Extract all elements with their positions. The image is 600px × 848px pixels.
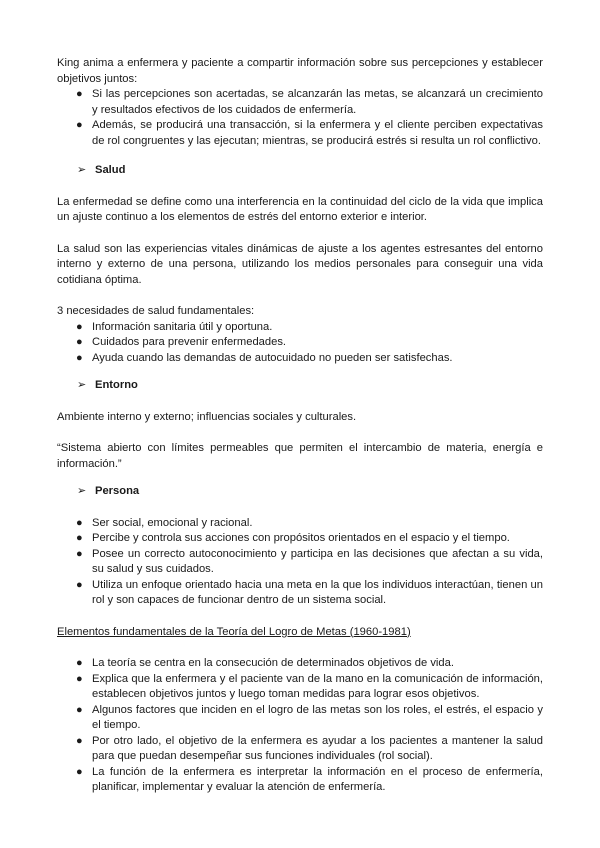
intro-paragraph: King anima a enfermera y paciente a compartir información sobre sus percepciones y establecer objetivos juntos: <box>57 57 543 85</box>
paragraph: 3 necesidades de salud fundamentales: <box>57 305 255 317</box>
document-content <box>57 56 543 796</box>
bullet-icon: ● <box>76 657 83 669</box>
bullet-icon: ● <box>76 703 83 716</box>
list-item: ● Algunos factores que inciden en el logro de las metas son los roles, el estrés, el espacio y el tiempo. <box>76 703 543 731</box>
section-title-elementos: Elementos fundamentales de la Teoría del Logro de Metas (1960-1981) <box>57 625 411 638</box>
bullet-icon: ● <box>76 547 83 560</box>
bullet-icon: ● <box>76 351 83 364</box>
list-item: ● Además, se producirá una transacción, si la enfermera y el cliente perciben expectativas de rol congruentes y las ejecutan; mientras, se producirá estrés si resulta un rol conflictivo. <box>76 119 543 147</box>
list-item: ● Cuidados para prevenir enfermedades. <box>57 335 543 351</box>
persona-list <box>57 516 543 609</box>
arrow-bullet-icon: ➢ <box>77 164 87 176</box>
bullet-icon: ● <box>76 578 83 591</box>
list-item: ● La función de la enfermera es interpretar la información en el proceso de enfermería, planificar, implementar y evaluar la atención de enfermería. <box>76 765 543 793</box>
list-item: ● La teoría se centra en la consecución de determinados objetivos de vida. <box>57 656 543 672</box>
list-item: ● Percibe y controla sus acciones con propósitos orientados en el espacio y el tiempo. <box>57 531 543 547</box>
bullet-icon: ● <box>76 765 83 778</box>
arrow-bullet-icon: ➢ <box>77 485 87 497</box>
bullet-icon: ● <box>76 320 83 333</box>
intro-list <box>57 87 543 149</box>
bullet-icon: ● <box>76 119 83 131</box>
quote-paragraph: “Sistema abierto con límites permeables que permiten el intercambio de materia, energía e información.” <box>57 442 543 470</box>
bullet-icon: ● <box>76 734 83 747</box>
list-item: ● Ayuda cuando las demandas de autocuidado no pueden ser satisfechas. <box>57 351 543 367</box>
bullet-icon: ● <box>76 88 83 100</box>
list-item: ● Si las percepciones son acertadas, se alcanzarán las metas, se alcanzará un crecimiento y resultados efectivos de los cuidados de enfermería. <box>76 88 543 116</box>
section-heading-salud: ➢ Salud <box>57 163 543 179</box>
list-item: ● Ser social, emocional y racional. <box>57 516 543 532</box>
paragraph: Ambiente interno y externo; influencias sociales y culturales. <box>57 410 357 423</box>
paragraph: La enfermedad se define como una interferencia en la continuidad del ciclo de la vida que implica un ajuste continuo a los elementos de estrés del entorno exterior e interior. <box>57 195 543 223</box>
section-heading-persona: ➢ Persona <box>57 484 543 500</box>
list-item: ● Explica que la enfermera y el paciente van de la mano en la comunicación de información, establecen objetivos juntos y luego toman medidas para lograr esos objetivos. <box>76 672 543 700</box>
arrow-bullet-icon: ➢ <box>77 379 87 391</box>
paragraph: La salud son las experiencias vitales dinámicas de ajuste a los agentes estresantes del entorno interno y externo de una persona, utilizando los medios personales para conseguir una vida cotidiana óptima. <box>57 242 543 286</box>
list-item: ● Por otro lado, el objetivo de la enfermera es ayudar a los pacientes a mantener la salud para que puedan desempeñar sus funciones individuales (rol social). <box>76 734 543 762</box>
list-item: ● Posee un correcto autoconocimiento y participa en las decisiones que afectan a su vida, su salud y sus cuidados. <box>76 547 543 575</box>
needs-list <box>57 320 543 367</box>
elementos-list <box>57 656 543 796</box>
bullet-icon: ● <box>76 516 83 529</box>
bullet-icon: ● <box>76 672 83 685</box>
bullet-icon: ● <box>76 532 83 544</box>
list-item: ● Utiliza un enfoque orientado hacia una meta en la que los individuos interactúan, tienen un rol y son capaces de funcionar dentro de un sistema social. <box>76 578 543 606</box>
list-item: ● Información sanitaria útil y oportuna. <box>57 320 543 336</box>
bullet-icon: ● <box>76 336 83 348</box>
section-heading-entorno: ➢ Entorno <box>57 378 543 394</box>
